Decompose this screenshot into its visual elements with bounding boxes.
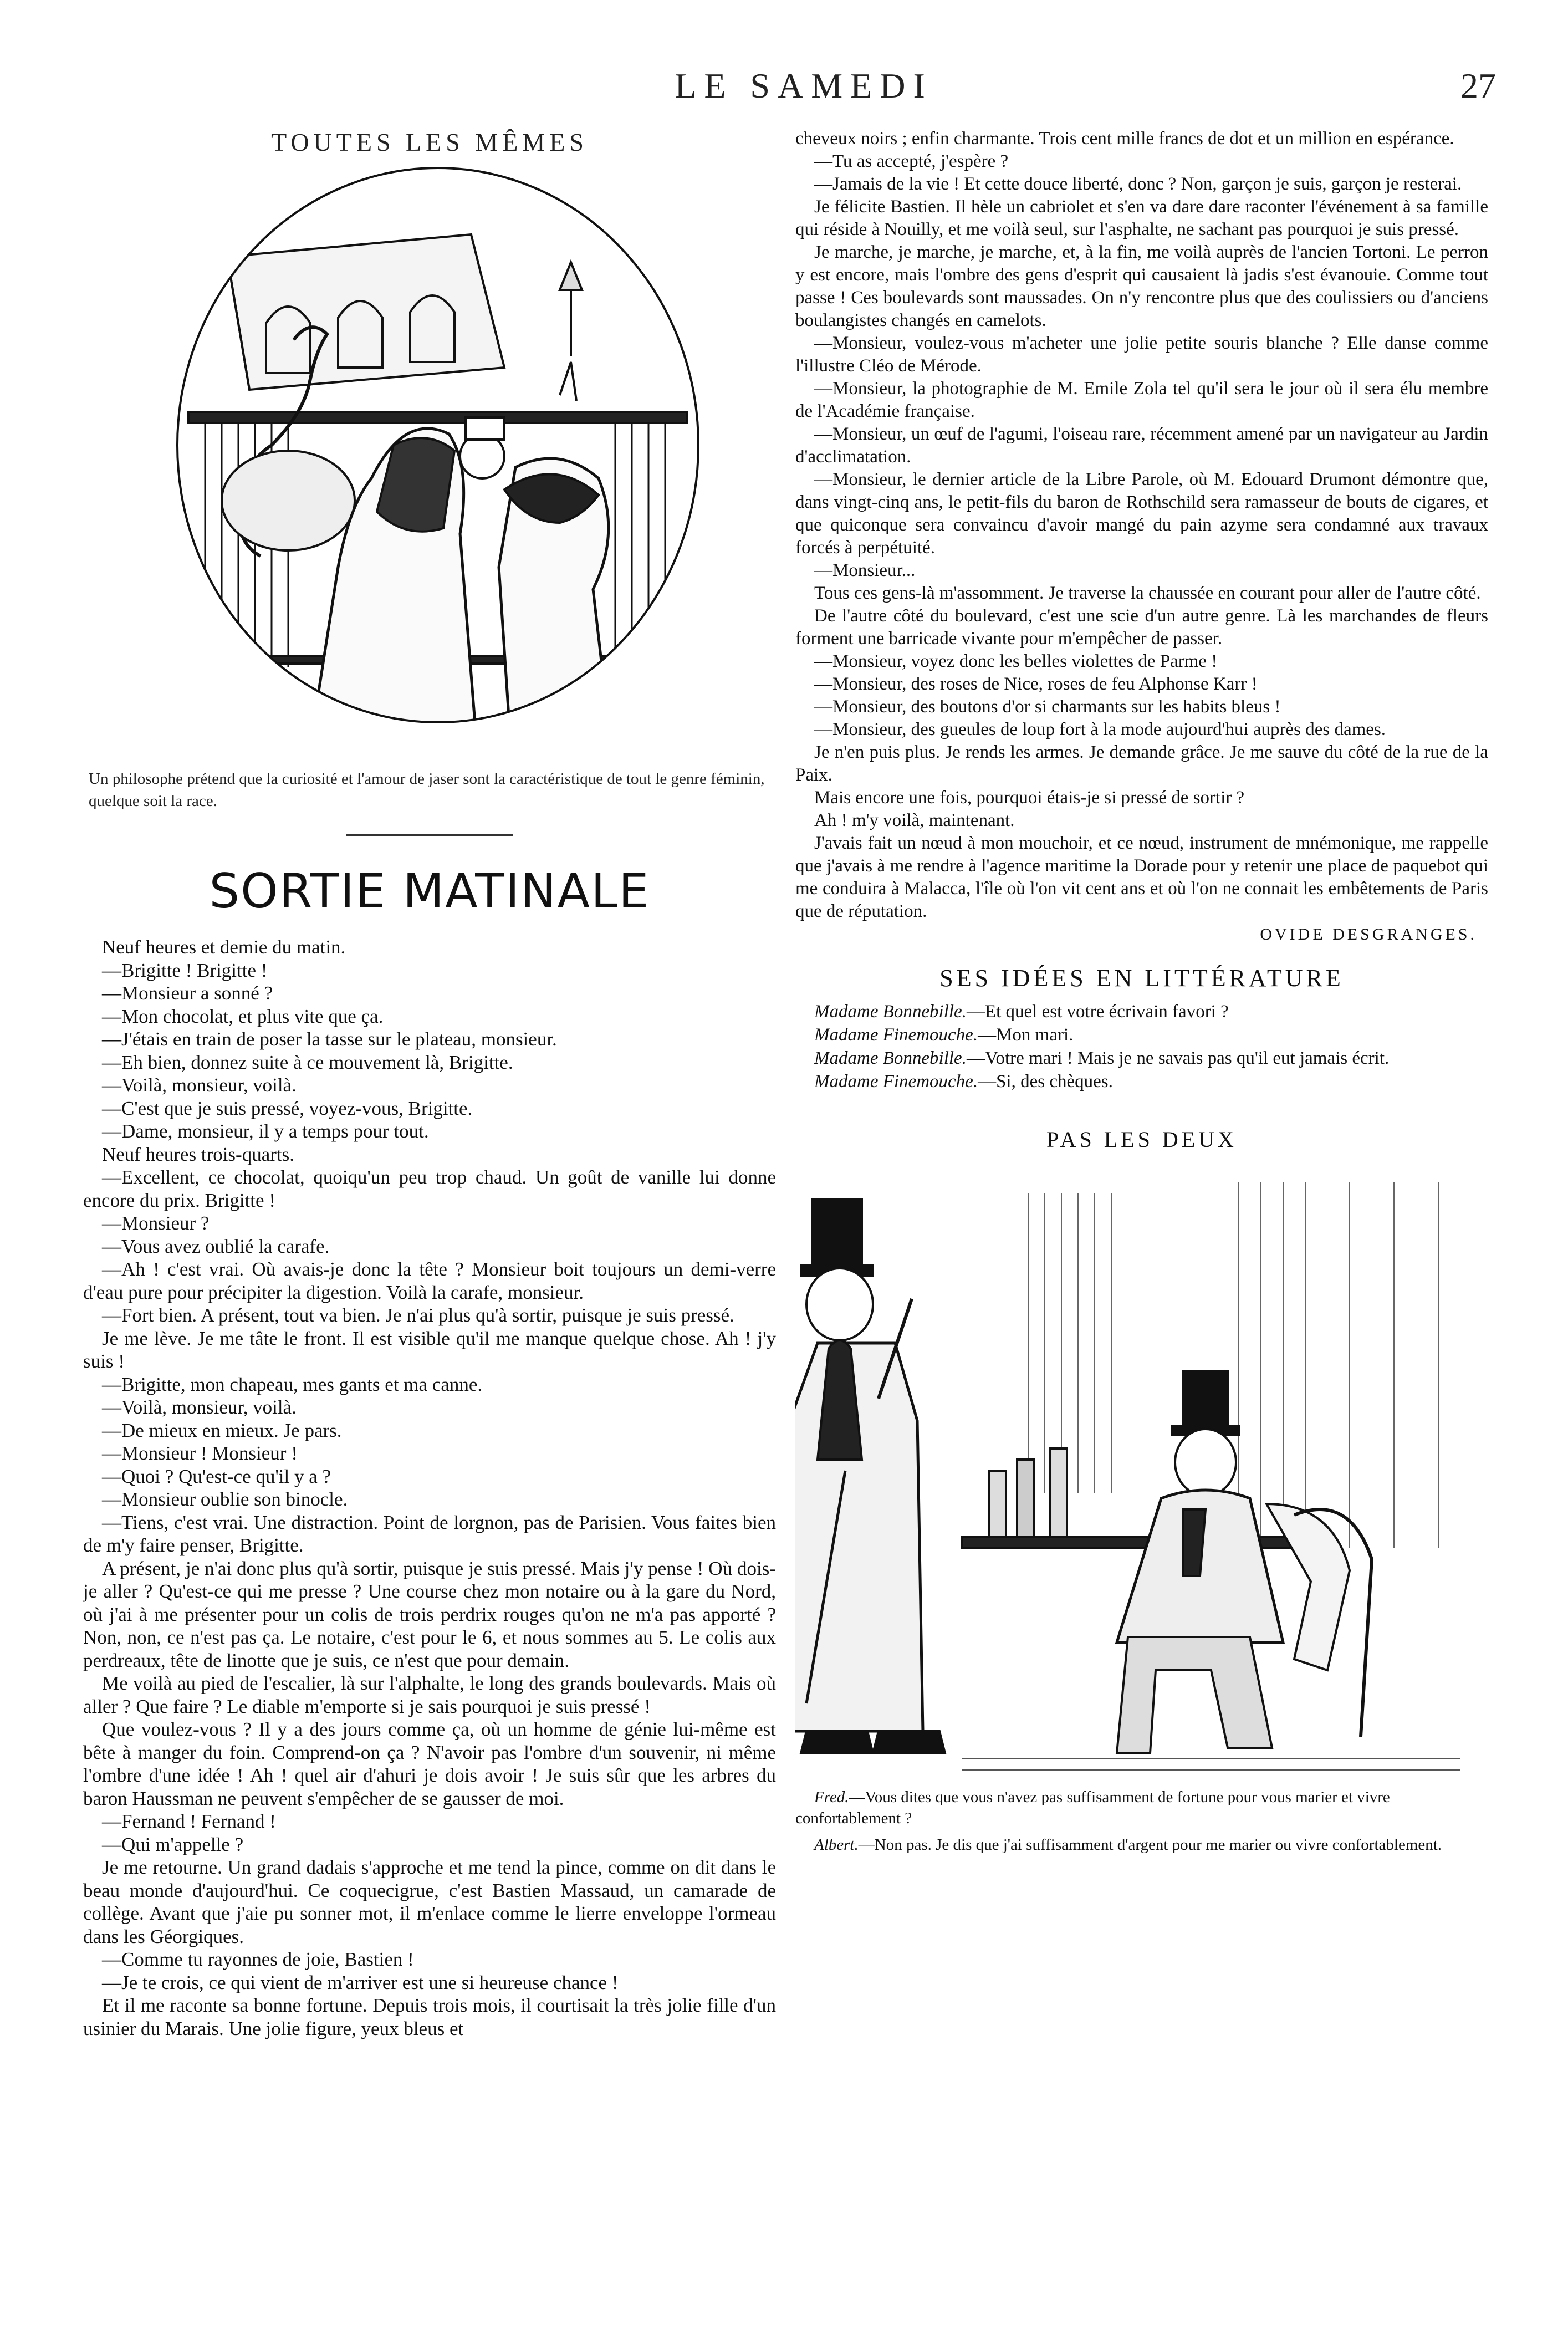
left-column: [83, 127, 776, 2040]
paragraph: —Vous avez oublié la carafe.: [102, 1235, 330, 1257]
paragraph: —Qui m'appelle ?: [102, 1833, 244, 1855]
speaker-name: Madame Finemouche.: [814, 1025, 978, 1045]
newspaper-title: LE SAMEDI: [675, 66, 933, 105]
cafe-cartoon: [795, 1160, 1488, 1781]
paragraph: Je félicite Bastien. Il hèle un cabriolet et s'en va dare dare raconter l'événement à sa famille qui réside à Nouilly, et me voilà seul, sur l'asphalte, ne sachant pas pourquoi je suis pressé.: [795, 197, 1488, 239]
story-text-left: [83, 936, 776, 2040]
section-divider: [346, 834, 513, 836]
paragraph: —Jamais de la vie ! Et cette douce liberté, donc ? Non, garçon je suis, garçon je resterai.: [814, 174, 1462, 194]
dialogue-line: [795, 1000, 1488, 1023]
caption-text: —Vous dites que vous n'avez pas suffisamment de fortune pour vous marier et vivre confortablement ?: [795, 1788, 1390, 1827]
paragraph: —Tu as accepté, j'espère ?: [814, 151, 1009, 171]
paragraph: —Quoi ? Qu'est-ce qu'il y a ?: [102, 1465, 331, 1487]
paragraph: Je marche, je marche, je marche, et, à la fin, me voilà auprès de l'ancien Tortoni. Le perron y est encore, mais l'ombre des gens d'esprit qui causaient là jadis s'est évanouie. Comme tout passe ! Ces boulevards sont maussades. On n'y rencontre plus que des coulissiers ou d'anciens boulangistes changés en camelots.: [795, 242, 1488, 330]
paragraph: —Brigitte, mon chapeau, mes gants et ma canne.: [102, 1373, 483, 1395]
dialogue-line: [795, 1047, 1488, 1070]
speaker-name: Fred.: [814, 1788, 849, 1806]
right-column: [795, 127, 1488, 1855]
paragraph: Me voilà au pied de l'escalier, là sur l'alphalte, le long des grands boulevards. Mais où aller ? Que faire ? Le diable m'emporte si je sais pourquoi je suis pressé !: [83, 1672, 776, 1717]
paragraph: A présent, je n'ai donc plus qu'à sortir, puisque je suis pressé. Mais j'y pense ! Où dois-je aller ? Qu'est-ce qui me presse ? Une course chez mon notaire ou à la gare du Nord, où j'ai à me présenter pour un colis de trois perdrix rouges qu'on ne m'a pas apporté ? Non, non, ce n'est pas ça. Le notaire, c'est pour le 6, et nous sommes au 5. Le colis aux perdreaux, tête de linotte que je suis, ce n'est que pour demain.: [83, 1557, 776, 1671]
paragraph: Neuf heures et demie du matin.: [102, 936, 346, 958]
anecdote-title: SES IDÉES EN LITTÉRATURE: [939, 965, 1344, 992]
illustration-caption: Un philosophe prétend que la curiosité et l'amour de jaser sont la caractéristique de tout le genre féminin, quelque soit la race.: [89, 770, 765, 810]
dialogue-text: —Mon mari.: [978, 1025, 1074, 1045]
speaker-name: Madame Bonnebille.: [814, 1048, 967, 1068]
paragraph: Ah ! m'y voilà, maintenant.: [814, 810, 1015, 830]
cartoon-title: PAS LES DEUX: [1046, 1127, 1237, 1152]
paragraph: —Voilà, monsieur, voilà.: [102, 1074, 297, 1096]
paragraph: —Dame, monsieur, il y a temps pour tout.: [102, 1120, 429, 1142]
story-title: SORTIE MATINALE: [209, 864, 650, 919]
page-number: 27: [1460, 66, 1496, 105]
paragraph: —Ah ! c'est vrai. Où avais-je donc la tête ? Monsieur boit toujours un demi-verre d'eau pure pour précipiter la digestion. Voilà la carafe, monsieur.: [83, 1258, 776, 1303]
paragraph: —Monsieur, des boutons d'or si charmants sur les habits bleus !: [814, 697, 1281, 717]
speaker-name: Albert.: [814, 1836, 859, 1854]
paragraph: cheveux noirs ; enfin charmante. Trois cent mille francs de dot et un million en espérance.: [795, 129, 1454, 149]
dialogue-text: —Si, des chèques.: [978, 1072, 1113, 1091]
paragraph: —Monsieur, voulez-vous m'acheter une jolie petite souris blanche ? Elle danse comme l'illustre Cléo de Mérode.: [795, 333, 1488, 376]
paragraph: —Monsieur, le dernier article de la Libre Parole, où M. Edouard Drumont démontre que, dans vingt-cinq ans, le petit-fils du baron de Rothschild sera ramasseur de bouts de cigares, et que quiconque sera convaincu d'avoir mangé du pain azyme sera condamné aux travaux forcés à perpétuité.: [795, 470, 1488, 558]
paragraph: Je me retourne. Un grand dadais s'approche et me tend la pince, comme on dit dans le beau monde d'aujourd'hui. Ce coquecigrue, c'est Bastien Massaud, un camarade de collège. Avant que j'aie pu sonner mot, il m'enlace comme le lierre enveloppe l'ormeau dans les Géorgiques.: [83, 1856, 776, 1947]
story-text-right: [795, 127, 1488, 923]
illustration-title: TOUTES LES MÊMES: [271, 128, 588, 156]
speaker-name: Madame Bonnebille.: [814, 1002, 967, 1022]
paragraph: —Monsieur a sonné ?: [102, 982, 273, 1004]
paragraph: Mais encore une fois, pourquoi étais-je si pressé de sortir ?: [814, 788, 1245, 808]
paragraph: —Fort bien. A présent, tout va bien. Je n'ai plus qu'à sortir, puisque je suis pressé.: [102, 1304, 734, 1326]
dialogue-text: —Et quel est votre écrivain favori ?: [966, 1002, 1229, 1022]
paragraph: —Tiens, c'est vrai. Une distraction. Point de lorgnon, pas de Parisien. Vous faites bien de m'y faire penser, Brigitte.: [83, 1511, 776, 1556]
paragraph: —Monsieur...: [814, 560, 916, 580]
caption-line: [795, 1834, 1488, 1855]
paragraph: —Je te crois, ce qui vient de m'arriver est une si heureuse chance !: [102, 1971, 619, 1993]
cartoon-caption: [795, 1787, 1488, 1855]
paragraph: —Mon chocolat, et plus vite que ça.: [102, 1005, 384, 1027]
paragraph: —Voilà, monsieur, voilà.: [102, 1396, 297, 1418]
paragraph: —Brigitte ! Brigitte !: [102, 959, 268, 981]
caption-text: —Non pas. Je dis que j'ai suffisamment d'argent pour me marier ou vivre confortablement.: [858, 1836, 1442, 1854]
paragraph: Je me lève. Je me tâte le front. Il est visible qu'il me manque quelque chose. Ah ! j'y suis !: [83, 1327, 776, 1372]
anecdote-dialogue: [795, 1000, 1488, 1093]
speaker-name: Madame Finemouche.: [814, 1072, 978, 1091]
paragraph: —Monsieur ?: [102, 1212, 210, 1234]
paragraph: —Monsieur ! Monsieur !: [102, 1442, 298, 1464]
paragraph: Neuf heures trois-quarts.: [102, 1143, 294, 1165]
dialogue-text: —Votre mari ! Mais je ne savais pas qu'il eut jamais écrit.: [966, 1048, 1390, 1068]
paragraph: Et il me raconte sa bonne fortune. Depuis trois mois, il courtisait la très jolie fille d'un usinier du Marais. Une jolie figure, yeux bleus et: [83, 1995, 776, 2039]
paragraph: —Monsieur, des gueules de loup fort à la mode aujourd'hui auprès des dames.: [814, 720, 1386, 739]
paragraph: De l'autre côté du boulevard, c'est une scie d'un autre genre. Là les marchandes de fleurs forment une barricade vivante pour m'empêcher de passer.: [795, 606, 1488, 649]
author-signature: OVIDE DESGRANGES.: [1260, 925, 1477, 943]
caption-line: [795, 1787, 1488, 1829]
paragraph: Que voulez-vous ? Il y a des jours comme ça, où un homme de génie lui-même est bête à manger du foin. Comprend-on ça ? N'avoir pas l'ombre d'un souvenir, ni même l'ombre d'une idée ! Ah ! quel air d'ahuri je dois avoir ! Je suis sûr que les arbres du baron Haussman ne peuvent s'empêcher de se gausser de moi.: [83, 1718, 776, 1809]
paragraph: —J'étais en train de poser la tasse sur le plateau, monsieur.: [102, 1028, 557, 1050]
paragraph: —Monsieur, un œuf de l'agumi, l'oiseau rare, récemment amené par un navigateur au Jardin d'acclimatation.: [795, 424, 1488, 467]
paragraph: —Fernand ! Fernand !: [102, 1810, 276, 1832]
paragraph: —Eh bien, donnez suite à ce mouvement là, Brigitte.: [102, 1051, 513, 1073]
paragraph: —Monsieur oublie son binocle.: [102, 1488, 348, 1510]
paragraph: —Comme tu rayonnes de joie, Bastien !: [102, 1948, 414, 1970]
paragraph: Je n'en puis plus. Je rends les armes. Je demande grâce. Je me sauve du côté de la rue de la Paix.: [795, 742, 1488, 785]
paragraph: —Excellent, ce chocolat, quoiqu'un peu trop chaud. Un goût de vanille lui donne encore du prix. Brigitte !: [83, 1166, 776, 1211]
zoo-illustration: [83, 157, 776, 761]
dialogue-line: [795, 1070, 1488, 1093]
dialogue-line: [795, 1023, 1488, 1047]
paragraph: —Monsieur, voyez donc les belles violettes de Parme !: [814, 651, 1218, 671]
paragraph: —De mieux en mieux. Je pars.: [102, 1419, 342, 1441]
paragraph: Tous ces gens-là m'assomment. Je traverse la chaussée en courant pour aller de l'autre côté.: [814, 583, 1481, 603]
paragraph: J'avais fait un nœud à mon mouchoir, et ce nœud, instrument de mnémonique, me rappelle que j'avais à me rendre à l'agence maritime la Dorade pour y retenir une place de paquebot qui me conduira à Malacca, l'île où l'on vit cent ans et où l'on ne connait les embêtements de Paris que de réputation.: [795, 833, 1488, 921]
paragraph: —C'est que je suis pressé, voyez-vous, Brigitte.: [102, 1097, 473, 1119]
paragraph: —Monsieur, la photographie de M. Emile Zola tel qu'il sera le jour où il sera élu membre de l'Académie française.: [795, 379, 1488, 421]
paragraph: —Monsieur, des roses de Nice, roses de feu Alphonse Karr !: [814, 674, 1258, 694]
